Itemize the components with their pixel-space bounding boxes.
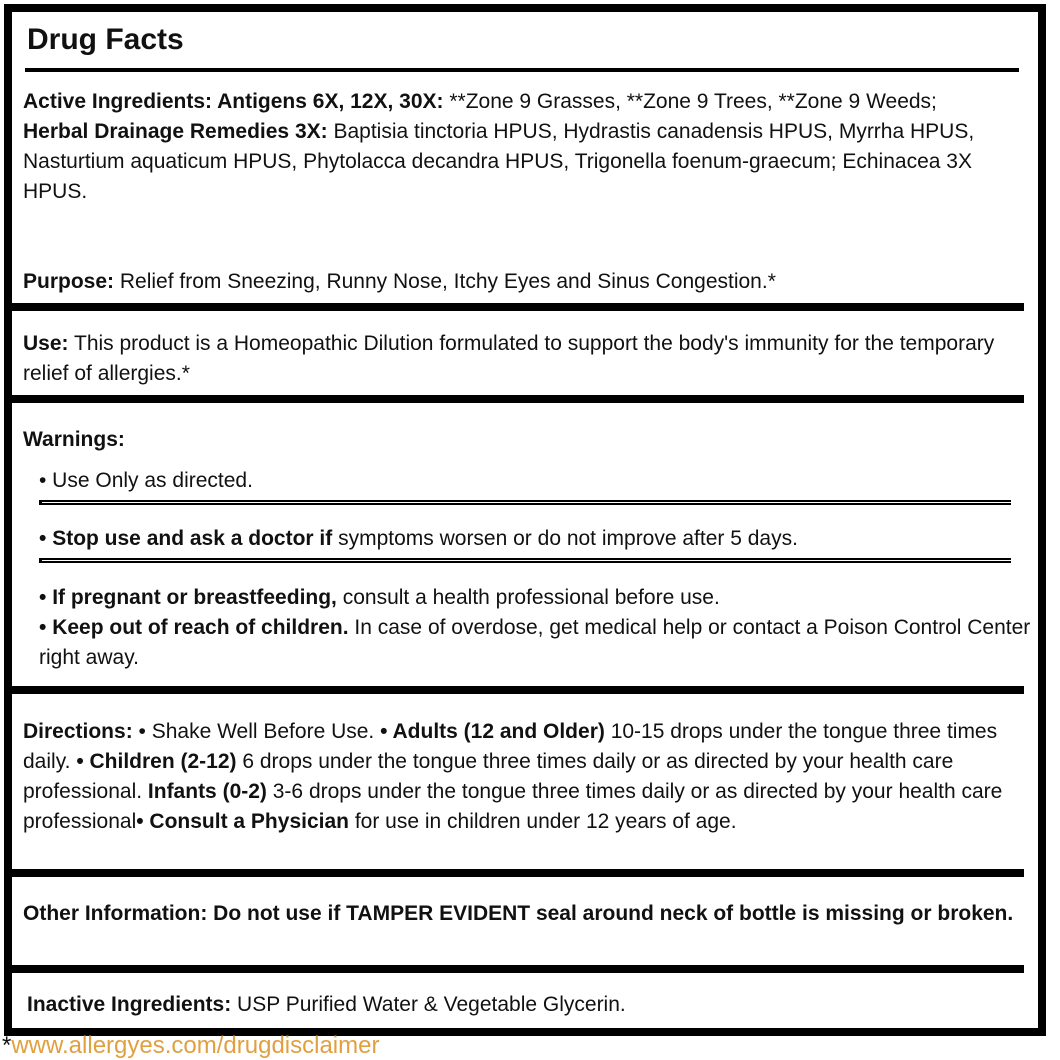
warning-divider <box>39 500 1011 505</box>
warning-use-directed: • Use Only as directed. <box>39 469 253 492</box>
active-ingredients-label: Active Ingredients: Antigens 6X, 12X, 30X: <box>23 90 444 113</box>
inactive-ingredients-label: Inactive Ingredients: <box>27 993 232 1016</box>
disclaimer-url[interactable]: www.allergyes.com/drugdisclaimer <box>11 1032 380 1059</box>
adults-label: • Adults (12 and Older) <box>380 720 605 743</box>
directions-text: 6 drops under the tongue three times daily or as directed by your health care professional. <box>23 750 954 803</box>
pregnant-text: consult a health professional before use. <box>336 586 720 609</box>
use-label: Use: <box>23 332 69 355</box>
active-ingredients-section <box>23 87 1023 207</box>
page-title: Drug Facts <box>27 23 184 56</box>
directions-text: for use in children under 12 years of age. <box>348 810 737 833</box>
warning-item <box>23 524 1039 554</box>
directions-text: 10-15 drops under the tongue three times daily. <box>23 720 998 773</box>
directions-section <box>23 717 1023 837</box>
stop-use-label: Stop use and ask a doctor if <box>52 527 333 550</box>
section-divider <box>10 303 1024 311</box>
disclaimer-link[interactable] <box>2 1032 379 1060</box>
infants-label: Infants (0-2) <box>147 780 267 803</box>
warnings-heading <box>23 425 1023 455</box>
use-section <box>23 329 1023 389</box>
purpose-label: Purpose: <box>23 270 115 293</box>
inactive-ingredients-section <box>27 990 1027 1020</box>
warning-divider <box>39 558 1011 563</box>
keep-out-text: In case of overdose, get medical help or contact a Poison Control Center right away. <box>39 616 1031 669</box>
bullet: • <box>39 527 53 550</box>
keep-out-label: Keep out of reach of children. <box>52 616 349 639</box>
inactive-ingredients-text: USP Purified Water & Vegetable Glycerin. <box>231 993 626 1016</box>
section-divider <box>10 686 1024 694</box>
section-divider <box>10 395 1024 403</box>
footnote-star: * <box>2 1032 12 1059</box>
warning-item <box>23 583 1039 673</box>
bullet: • <box>39 616 53 639</box>
warning-item <box>23 466 1039 496</box>
herbal-remedies-label: Herbal Drainage Remedies 3X: <box>23 120 328 143</box>
herbal-remedies-text: Baptisia tinctoria HPUS, Hydrastis canadensis HPUS, Myrrha HPUS, Nasturtium aquaticum HPUS, Phytolacca decandra HPUS, Trigonella foenum-graecum; Echinacea 3X HPUS. <box>23 120 975 203</box>
title-divider <box>25 68 1019 72</box>
section-divider <box>10 869 1024 877</box>
stop-use-text: symptoms worsen or do not improve after 5 days. <box>332 527 798 550</box>
section-divider <box>10 965 1024 973</box>
consult-physician-label: • Consult a Physician <box>136 810 349 833</box>
active-ingredients-text: **Zone 9 Grasses, **Zone 9 Trees, **Zone 9 Weeds; <box>443 90 937 113</box>
bullet: • <box>39 586 53 609</box>
directions-text: 3-6 drops under the tongue three times daily or as directed by your health care professional <box>23 780 1003 833</box>
purpose-section <box>23 267 1023 297</box>
directions-label: Directions: <box>23 720 133 743</box>
pregnant-label: If pregnant or breastfeeding, <box>52 586 337 609</box>
use-text: This product is a Homeopathic Dilution formulated to support the body's immunity for the temporary relief of allergies.* <box>23 332 995 385</box>
other-information-text: Other Information: Do not use if TAMPER EVIDENT seal around neck of bottle is missing or broken. <box>23 902 1014 925</box>
other-information-section <box>23 899 1023 929</box>
warnings-label: Warnings: <box>23 428 125 451</box>
drug-facts-panel <box>4 4 1046 1036</box>
purpose-text: Relief from Sneezing, Runny Nose, Itchy Eyes and Sinus Congestion.* <box>114 270 776 293</box>
children-label: • Children (2-12) <box>76 750 237 773</box>
directions-text: • Shake Well Before Use. <box>132 720 381 743</box>
